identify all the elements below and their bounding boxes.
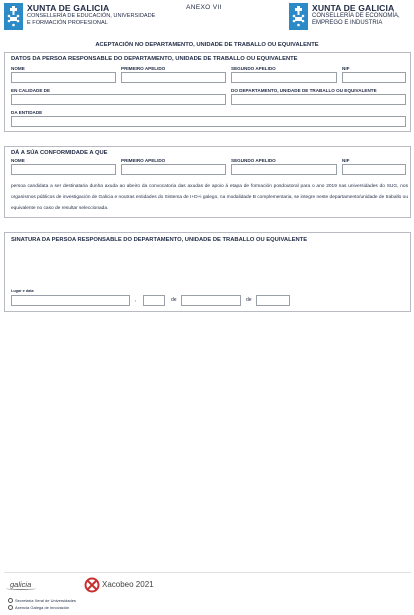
xunta-logo-left: [4, 3, 174, 33]
departamento-input[interactable]: [231, 94, 406, 105]
conformity-paragraph: persoa candidata a ser destinataria dunha axuda ao abeiro da convocatoria das axudas de apoio á etapa de formación posdoutoral para o ano 2019 nas universidades do SUG, nos organismos públicos de investigación de Galicia e noutras entidades do Sistema de I+D+i galego, na modalidade B complementaria, se integre neste departamento/unidade de traballo ou equivalente no caso de resultar seleccionada.: [11, 184, 408, 211]
nome-label: NOME: [11, 158, 25, 163]
day-input[interactable]: [143, 295, 165, 306]
candidate-nif-input[interactable]: [342, 164, 406, 175]
signatory-1: [8, 598, 76, 603]
entidade-label: DA ENTIDADE: [11, 110, 43, 115]
departamento-label: DO DEPARTAMENTO, UNIDADE DE TRABALLO OU EQUIVALENTE: [231, 88, 377, 93]
en-calidade-de-input[interactable]: [11, 94, 226, 105]
en-calidade-de-label: EN CALIDADE DE: [11, 88, 51, 93]
place-input[interactable]: [11, 295, 130, 306]
nome-label: NOME: [11, 66, 25, 71]
department-name-line2: E FORMACIÓN PROFESIONAL: [27, 19, 108, 26]
primeiro-apelido-label: PRIMEIRO APELIDO: [121, 66, 166, 71]
galicia-logo: [10, 580, 31, 589]
primeiro-apelido-label: PRIMEIRO APELIDO: [121, 158, 166, 163]
signatory-2: [8, 605, 69, 610]
de-separator: de: [246, 297, 252, 303]
department-name-line2: EMPREGO E INDUSTRIA: [312, 19, 383, 26]
comma-separator: ,: [135, 297, 137, 303]
segundo-apelido-input[interactable]: [231, 72, 337, 83]
brand-name: XUNTA DE GALICIA: [27, 3, 110, 13]
brand-name: XUNTA DE GALICIA: [312, 3, 395, 13]
nif-label: NIF: [342, 66, 350, 71]
segundo-apelido-label: SEGUNDO APELIDO: [231, 158, 276, 163]
section-heading: DATOS DA PERSOA RESPONSABLE DO DEPARTAMENTO, UNIDADE DE TRABALLO OU EQUIVALENTE: [11, 56, 298, 62]
section-heading: SINATURA DA PERSOA RESPONSABLE DO DEPARTAMENTO, UNIDADE DE TRABALLO OU EQUIVALENTE: [11, 237, 308, 243]
lugar-e-data-label: Lugar e data: [11, 289, 34, 293]
month-input[interactable]: [181, 295, 241, 306]
signatory-1-text: Secretaría Xeral de Universidades: [15, 598, 76, 603]
department-name-line1: CONSELLERÍA DE ECONOMÍA,: [312, 13, 400, 19]
candidate-primeiro-apelido-input[interactable]: [121, 164, 226, 175]
xacobeo-logo: [84, 577, 154, 598]
nif-label: NIF: [342, 158, 350, 163]
department-name-line1: CONSELLERÍA DE EDUCACIÓN, UNIVERSIDADE: [27, 13, 156, 19]
xacobeo-cross-icon: [84, 577, 100, 593]
annex-label: ANEXO VII: [186, 4, 222, 11]
checkbox-icon: [8, 598, 13, 603]
entidade-input[interactable]: [11, 116, 406, 127]
responsible-person-section: [4, 52, 411, 132]
segundo-apelido-label: SEGUNDO APELIDO: [231, 66, 276, 71]
galicia-shield-icon: [289, 3, 308, 30]
galicia-shield-icon: [4, 3, 23, 30]
footer: [4, 572, 411, 597]
galicia-text: galicia: [10, 580, 32, 589]
candidate-segundo-apelido-input[interactable]: [231, 164, 337, 175]
nome-input[interactable]: [11, 72, 116, 83]
signatory-2-text: Axencia Galega de Innovación: [15, 605, 70, 610]
checkbox-icon: [8, 605, 13, 610]
xunta-logo-right: [289, 3, 413, 33]
xacobeo-text: Xacobeo 2021: [102, 580, 154, 589]
primeiro-apelido-input[interactable]: [121, 72, 226, 83]
section-heading: DÁ A SÚA CONFORMIDADE A QUE: [11, 150, 108, 156]
document-title: ACEPTACIÓN NO DEPARTAMENTO, UNIDADE DE TRABALLO OU EQUIVALENTE: [95, 42, 319, 48]
wave-icon: [6, 587, 36, 590]
conformity-section: [4, 146, 411, 218]
candidate-nome-input[interactable]: [11, 164, 116, 175]
de-separator: de: [171, 297, 177, 303]
signature-section: [4, 232, 411, 312]
nif-input[interactable]: [342, 72, 406, 83]
year-input[interactable]: [256, 295, 290, 306]
